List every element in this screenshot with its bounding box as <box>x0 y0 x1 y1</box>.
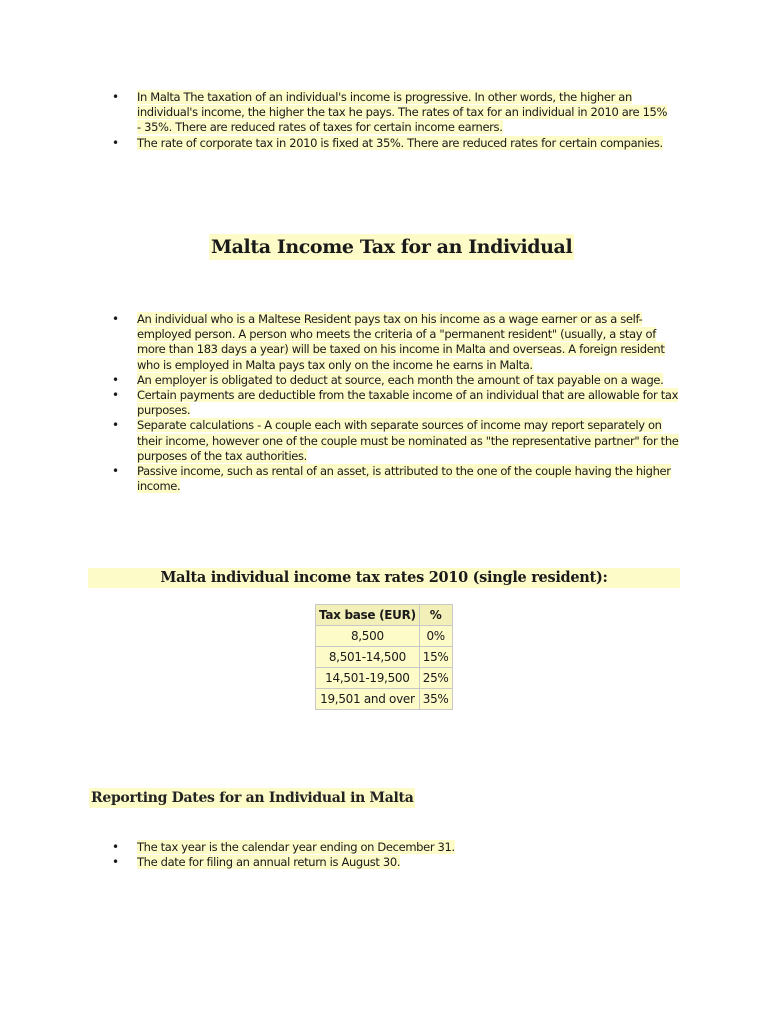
table-row <box>316 647 453 668</box>
header-tax-base: Tax base (EUR) <box>316 605 420 626</box>
header-percent: % <box>419 605 452 626</box>
list-item: • In Malta The taxation of an individual's income is progressive. In other words, the higher an individual's income, the higher the tax he pays. The rates of tax for an individual in 2010 are 15% - 35%. There are reduced rates of taxes for certain income earners. <box>113 90 673 136</box>
list-item: • Separate calculations - A couple each with separate sources of income may report separately on their income, however one of the couple must be nominated as "the representative partner" for the purposes of the tax authorities. <box>113 418 685 464</box>
table-row <box>316 668 453 689</box>
rate-cell: 35% <box>419 689 452 710</box>
rate-cell: 0% <box>419 626 452 647</box>
individual-tax-bullet-list <box>113 312 685 494</box>
reporting-dates-bullet-list <box>113 840 673 870</box>
rates-table-title: Malta individual income tax rates 2010 (single resident): <box>88 568 680 588</box>
list-item: • The tax year is the calendar year ending on December 31. <box>113 840 673 855</box>
tax-rates-table <box>315 604 453 710</box>
rate-cell: 25% <box>419 668 452 689</box>
rate-cell: 15% <box>419 647 452 668</box>
list-item: • The rate of corporate tax in 2010 is fixed at 35%. There are reduced rates for certain companies. <box>113 136 673 151</box>
table-header-row <box>316 605 453 626</box>
tax-base-cell: 14,501-19,500 <box>316 668 420 689</box>
list-item: • An employer is obligated to deduct at source, each month the amount of tax payable on a wage. <box>113 373 685 388</box>
list-item: • Certain payments are deductible from the taxable income of an individual that are allowable for tax purposes. <box>113 388 685 418</box>
list-item: • An individual who is a Maltese Resident pays tax on his income as a wage earner or as a self-employed person. A person who meets the criteria of a "permanent resident" (usually, a stay of more than 183 days a year) will be taxed on his income in Malta and overseas. A foreign resident who is employed in Malta pays tax only on the income he earns in Malta. <box>113 312 685 373</box>
section-title-reporting-dates: Reporting Dates for an Individual in Malta <box>91 790 414 806</box>
tax-base-cell: 8,500 <box>316 626 420 647</box>
list-item: • Passive income, such as rental of an asset, is attributed to the one of the couple having the higher income. <box>113 464 685 494</box>
tax-base-cell: 19,501 and over <box>316 689 420 710</box>
table-row <box>316 626 453 647</box>
section-title-income-tax: Malta Income Tax for an Individual <box>211 236 573 258</box>
table-row <box>316 689 453 710</box>
tax-base-cell: 8,501-14,500 <box>316 647 420 668</box>
intro-bullet-list <box>113 90 673 151</box>
list-item: • The date for filing an annual return is August 30. <box>113 855 673 870</box>
